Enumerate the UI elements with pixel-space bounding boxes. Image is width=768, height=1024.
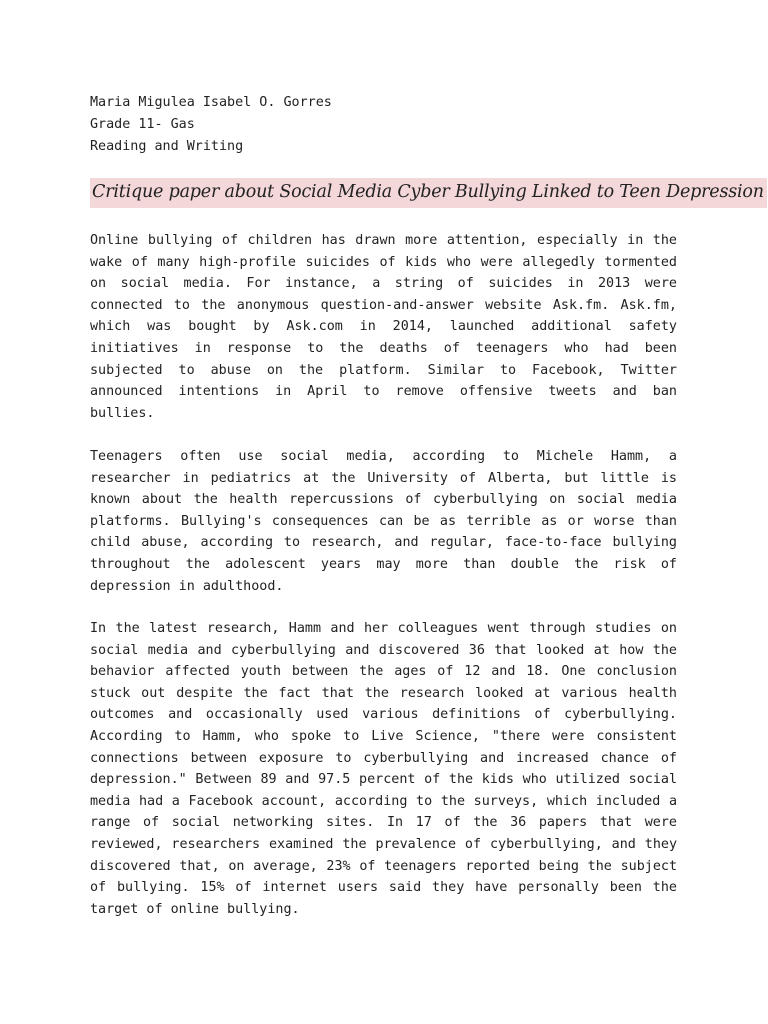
paragraph-2: Teenagers often use social media, according to Michele Hamm, a researcher in pediatrics at the University of Alberta, but little is known about the health repercussions of cyberbullying on social media platforms. Bullying's consequences can be as terrible as or worse than child abuse, according to research, and regular, face-to-face bullying throughout the adolescent years may more than double the risk of depression in adulthood. — [90, 449, 677, 594]
grade-line: Grade 11- Gas — [90, 117, 195, 132]
subject-line: Reading and Writing — [90, 139, 244, 154]
author-name: Maria Migulea Isabel O. Gorres — [90, 95, 332, 110]
paragraph-1: Online bullying of children has drawn more attention, especially in the wake of many high-profile suicides of kids who were allegedly tormented on social media. For instance, a string of suicides in 2013 were connected to the anonymous question-and-answer website Ask.fm. Ask.fm, which was bought by Ask.com in 2014, launched additional safety initiatives in response to the deaths of teenagers who had been subjected to abuse on the platform. Similar to Facebook, Twitter announced intentions in April to remove offensive tweets and ban bullies. — [90, 233, 677, 421]
title-container — [90, 178, 767, 208]
paragraph-3: In the latest research, Hamm and her colleagues went through studies on social media and cyberbullying and discovered 36 that looked at how the behavior affected youth between the ages of 12 and 18. One conclusion stuck out despite the fact that the research looked at various health outcomes and occasionally used various definitions of cyberbullying. According to Hamm, who spoke to Live Science, "there were consistent connections between exposure to cyberbullying and increased chance of depression." Between 89 and 97.5 percent of the kids who utilized social media had a Facebook account, according to the surveys, which included a range of social networking sites. In 17 of the 36 papers that were reviewed, researchers examined the prevalence of cyberbullying, and they discovered that, on average, 23% of teenagers reported being the subject of bullying. 15% of internet users said they have personally been the target of online bullying. — [90, 621, 677, 917]
document-title: Critique paper about Social Media Cyber Bullying Linked to Teen Depression — [90, 178, 767, 208]
document-header — [90, 92, 680, 158]
